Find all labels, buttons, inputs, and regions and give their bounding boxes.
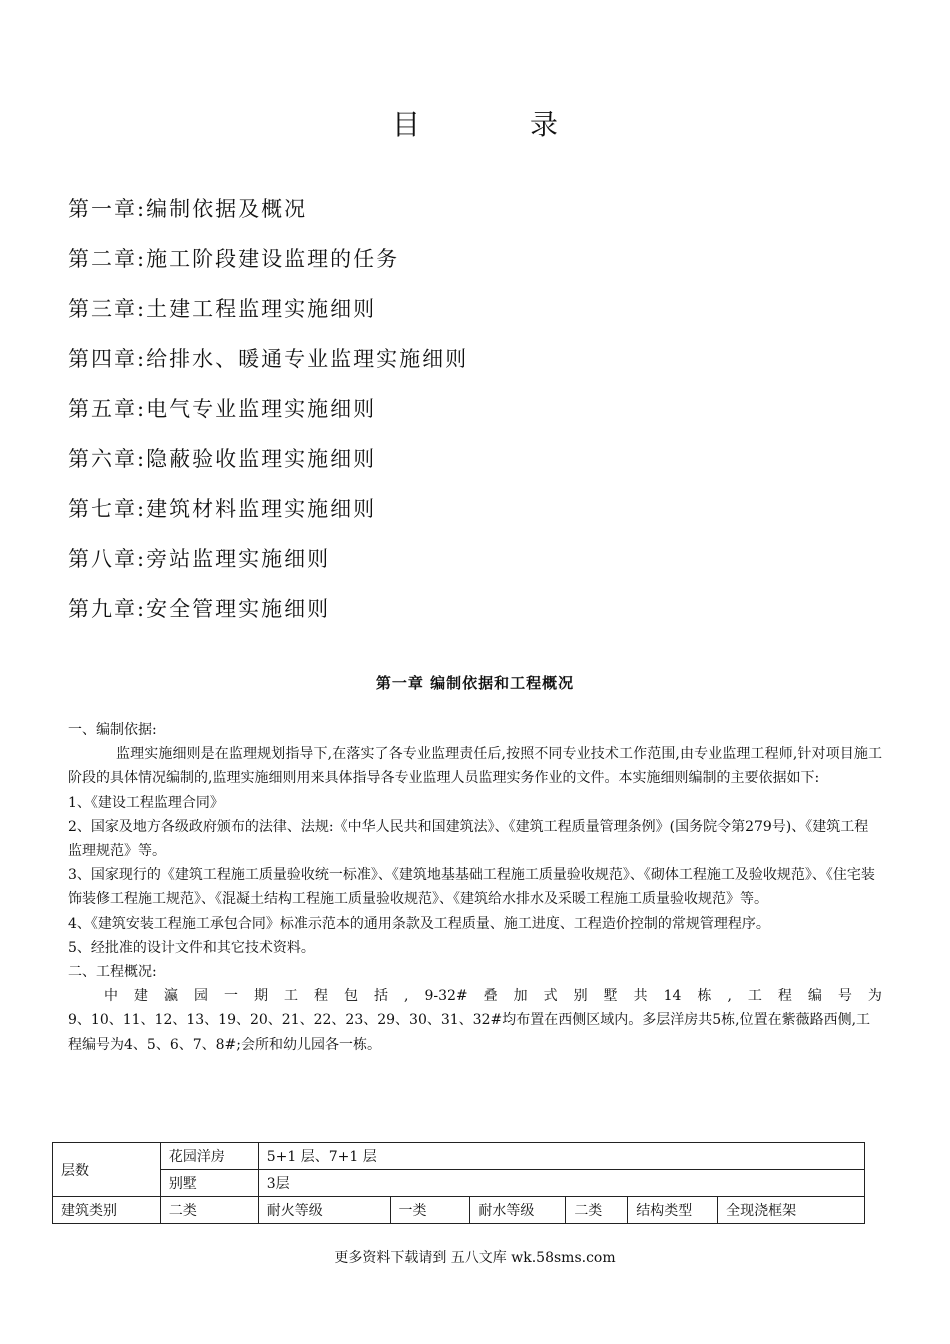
overview-line-1: 中 建 瀛 园 一 期 工 程 包 括 , 9-32# 叠 加 式 别 墅 共 14 栋 , 工 程 编 号 为 xyxy=(104,988,882,1005)
toc-item: 第四章:给排水、暖通专业监理实施细则 xyxy=(68,347,469,371)
footer-note: 更多资料下载请到 五八文库 wk.58sms.com xyxy=(334,1250,616,1266)
table-cell: 3层 xyxy=(258,1170,864,1197)
table-cell: 一类 xyxy=(390,1197,470,1224)
table-cell: 层数 xyxy=(53,1143,161,1197)
section-title: 一、编制依据: xyxy=(68,722,157,738)
basis-item: 3、国家现行的《建筑工程施工质量验收统一标准》、《建筑地基基础工程施工质量验收规范》、《砌体工程施工及验收规范》、《住宅装饰装修工程施工规范》、《混凝土结构工程施工质量验收规范》、《建筑给水排水及采暖工程施工质量验收规范》等。 xyxy=(68,867,875,908)
basis-item: 1、《建设工程监理合同》 xyxy=(68,794,224,811)
toc-title-left: 目 xyxy=(391,108,420,141)
section-intro: 监理实施细则是在监理规划指导下,在落实了各专业监理责任后,按照不同专业技术工作范围,由专业监理工程师,针对项目施工阶段的具体情况编制的,监理实施细则用来具体指导各专业监理人员监理实务作业的文件。本实施细则编制的主要依据如下: xyxy=(68,746,882,787)
table-cell: 结构类型 xyxy=(628,1197,718,1224)
table-cell: 二类 xyxy=(566,1197,628,1224)
toc-item: 第三章:土建工程监理实施细则 xyxy=(68,297,377,321)
table-cell: 建筑类别 xyxy=(53,1197,161,1224)
table-cell: 二类 xyxy=(160,1197,258,1224)
table-cell: 5+1 层、7+1 层 xyxy=(258,1143,864,1170)
table-cell: 花园洋房 xyxy=(160,1143,258,1170)
toc-item: 第八章:旁站监理实施细则 xyxy=(68,547,331,571)
basis-item: 2、国家及地方各级政府颁布的法律、法规:《中华人民共和国建筑法》、《建筑工程质量管理条例》(国务院令第279号)、《建筑工程监理规范》等。 xyxy=(68,818,869,860)
chapter-heading: 第一章 编制依据和工程概况 xyxy=(375,674,575,692)
toc-item: 第七章:建筑材料监理实施细则 xyxy=(68,497,377,521)
table-cell: 全现浇框架 xyxy=(718,1197,865,1224)
toc-list xyxy=(68,192,468,642)
toc-item: 第六章:隐蔽验收监理实施细则 xyxy=(68,447,377,471)
toc-item: 第二章:施工阶段建设监理的任务 xyxy=(68,247,400,271)
toc-title-right: 录 xyxy=(530,108,559,141)
section-title: 二、工程概况: xyxy=(68,964,157,981)
overview-text: 9、10、11、12、13、19、20、21、22、23、29、30、31、32#均布置在西侧区域内。多层洋房共5栋,位置在紫薇路西侧,工程编号为4、5、6、7、8#;会所和幼儿园各一栋。 xyxy=(68,1012,871,1053)
table-cell: 耐火等级 xyxy=(258,1197,390,1224)
basis-item: 5、经批准的设计文件和其它技术资料。 xyxy=(68,939,315,956)
table-cell: 耐水等级 xyxy=(470,1197,566,1224)
toc-item: 第九章:安全管理实施细则 xyxy=(68,597,331,621)
toc-title xyxy=(0,103,950,143)
toc-item: 第一章:编制依据及概况 xyxy=(68,197,308,221)
table-row xyxy=(53,1197,865,1224)
toc-item: 第五章:电气专业监理实施细则 xyxy=(68,397,377,421)
chapter-body xyxy=(68,718,882,1057)
table-row xyxy=(53,1143,865,1170)
table-cell: 别墅 xyxy=(160,1170,258,1197)
basis-item: 4、《建筑安装工程施工承包合同》标准示范本的通用条款及工程质量、施工进度、工程造价控制的常规管理程序。 xyxy=(68,915,770,932)
project-info-table xyxy=(52,1142,865,1224)
table-row xyxy=(53,1170,865,1197)
